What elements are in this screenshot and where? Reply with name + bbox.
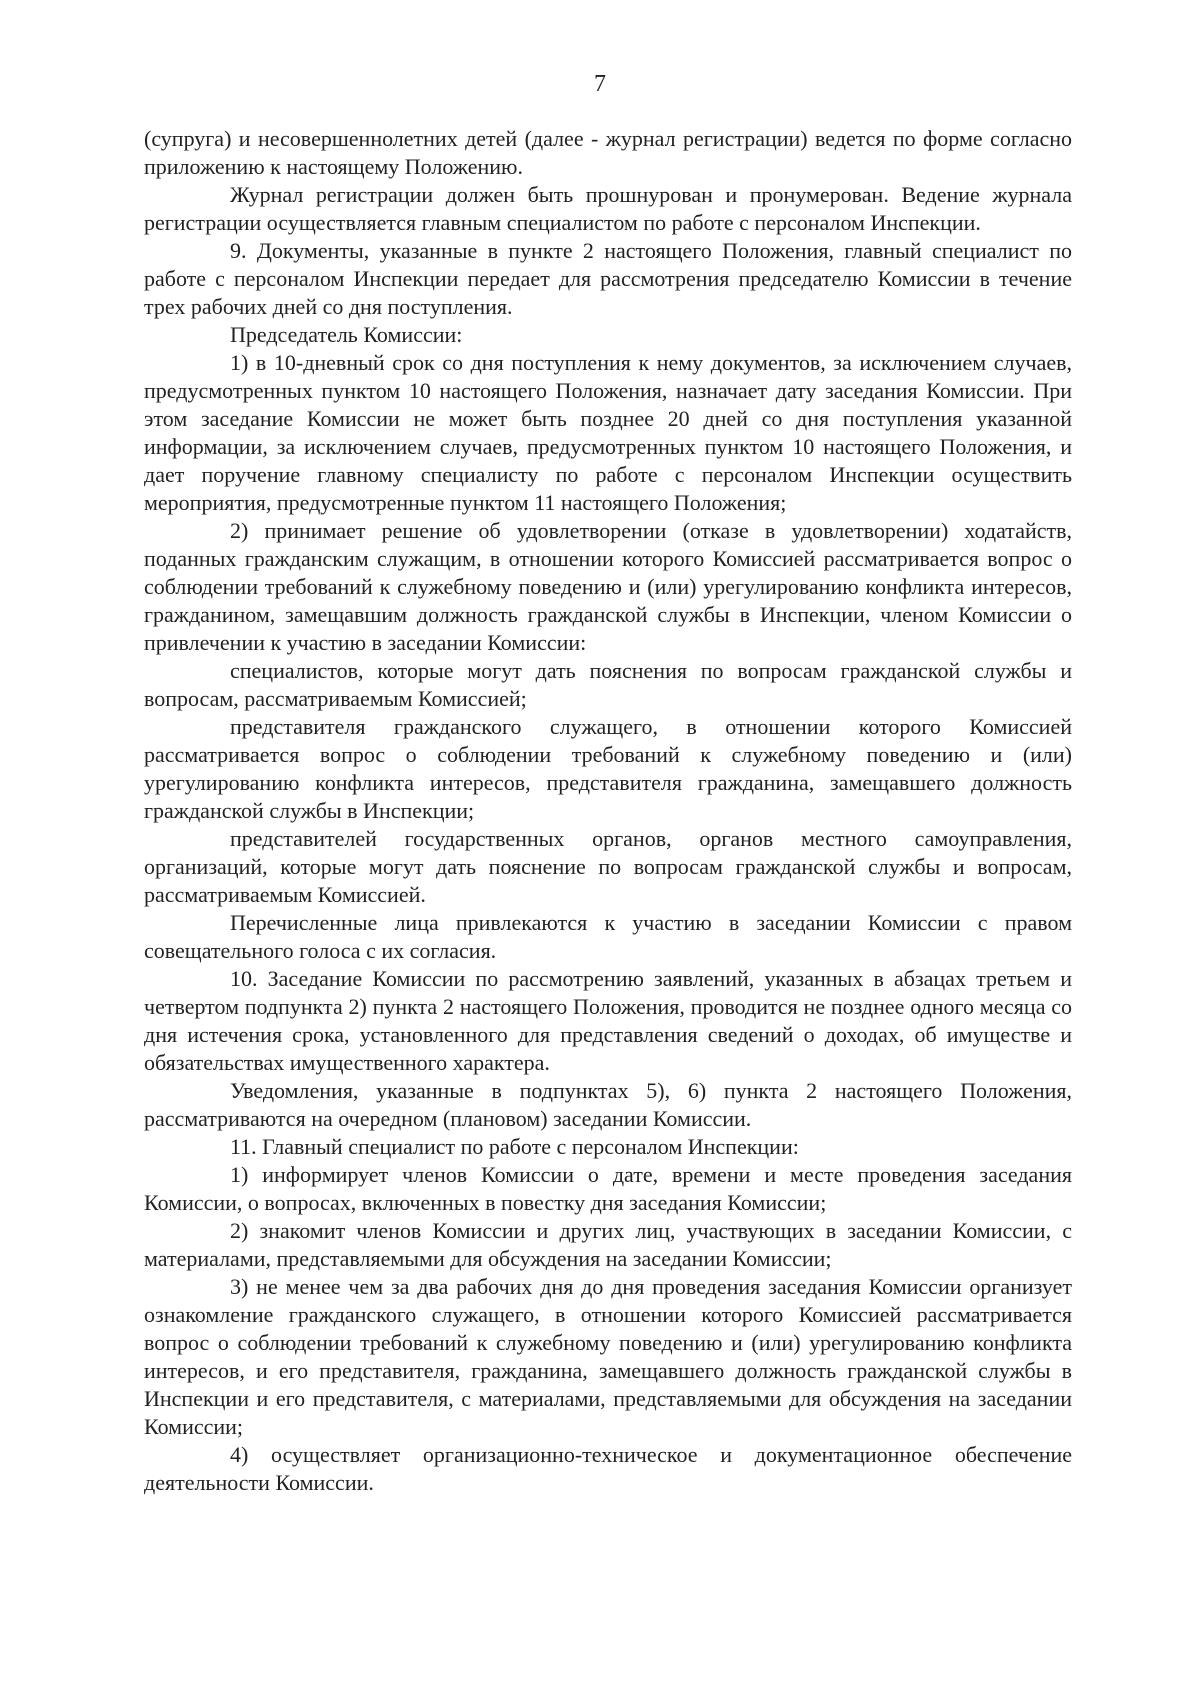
paragraph-specialist-item-4: 4) осуществляет организационно-техническое и документационное обеспечение деятельности Комиссии.	[144, 1442, 1072, 1495]
paragraph-item-9: 9. Документы, указанные в пункте 2 настоящего Положения, главный специалист по работе с персоналом Инспекции передает для рассмотрения председателю Комиссии в течение трех рабочих дней со дня поступления.	[144, 238, 1072, 319]
paragraph-listed-persons: Перечисленные лица привлекаются к участию в заседании Комиссии с правом совещательного голоса с их согласия.	[144, 910, 1072, 963]
paragraph-journal-intro: (супруга) и несовершеннолетних детей (далее - журнал регистрации) ведется по форме согласно приложению к настоящему Положению.	[144, 126, 1072, 179]
paragraph-chairman-item-2: 2) принимает решение об удовлетворении (отказе в удовлетворении) ходатайств, поданных гражданским служащим, в отношении которого Комиссией рассматривается вопрос о соблюдении требований к служебному поведению и (или) урегулированию конфликта интересов, гражданином, замещавшим должность гражданской службы в Инспекции, членом Комиссии о привлечении к участию в заседании Комиссии:	[144, 518, 1072, 655]
paragraph-notifications: Уведомления, указанные в подпунктах 5), 6) пункта 2 настоящего Положения, рассматриваются на очередном (плановом) заседании Комиссии.	[144, 1078, 1072, 1131]
paragraph-specialist-item-1: 1) информирует членов Комиссии о дате, времени и месте проведения заседания Комиссии, о вопросах, включенных в повестку дня заседания Комиссии;	[144, 1162, 1072, 1215]
paragraph-specialist-item-3: 3) не менее чем за два рабочих дня до дня проведения заседания Комиссии организует ознакомление гражданского служащего, в отношении которого Комиссией рассматривается вопрос о соблюдении требований к служебному поведению и (или) урегулированию конфликта интересов, и его представителя, гражданина, замещавшего должность гражданской службы в Инспекции и его представителя, с материалами, представляемыми для обсуждения на заседании Комиссии;	[144, 1274, 1072, 1439]
page-number: 7	[594, 71, 606, 97]
paragraph-specialists: специалистов, которые могут дать пояснения по вопросам гражданской службы и вопросам, рассматриваемым Комиссией;	[144, 658, 1072, 711]
document-body	[144, 125, 1072, 1497]
paragraph-chairman-heading: Председатель Комиссии:	[230, 322, 463, 347]
paragraph-representative: представителя гражданского служащего, в отношении которого Комиссией рассматривается вопрос о соблюдении требований к служебному поведению и (или) урегулированию конфликта интересов, представителя гражданина, замещавшего должность гражданской службы в Инспекции;	[144, 714, 1072, 823]
paragraph-item-11: 11. Главный специалист по работе с персоналом Инспекции:	[230, 1134, 799, 1159]
paragraph-chairman-item-1: 1) в 10-дневный срок со дня поступления к нему документов, за исключением случаев, предусмотренных пунктом 10 настоящего Положения, назначает дату заседания Комиссии. При этом заседание Комиссии не может быть позднее 20 дней со дня поступления указанной информации, за исключением случаев, предусмотренных пунктом 10 настоящего Положения, и дает поручение главному специалисту по работе с персоналом Инспекции осуществить мероприятия, предусмотренные пунктом 11 настоящего Положения;	[144, 350, 1072, 515]
paragraph-state-bodies: представителей государственных органов, органов местного самоуправления, организаций, которые могут дать пояснение по вопросам гражданской службы и вопросам, рассматриваемым Комиссией.	[144, 826, 1072, 907]
paragraph-item-10: 10. Заседание Комиссии по рассмотрению заявлений, указанных в абзацах третьем и четвертом подпункта 2) пункта 2 настоящего Положения, проводится не позднее одного месяца со дня истечения срока, установленного для представления сведений о доходах, об имуществе и обязательствах имущественного характера.	[144, 966, 1072, 1075]
paragraph-specialist-item-2: 2) знакомит членов Комиссии и других лиц, участвующих в заседании Комиссии, с материалами, представляемыми для обсуждения на заседании Комиссии;	[144, 1218, 1072, 1271]
paragraph-journal-registration: Журнал регистрации должен быть прошнурован и пронумерован. Ведение журнала регистрации осуществляется главным специалистом по работе с персоналом Инспекции.	[144, 182, 1072, 235]
